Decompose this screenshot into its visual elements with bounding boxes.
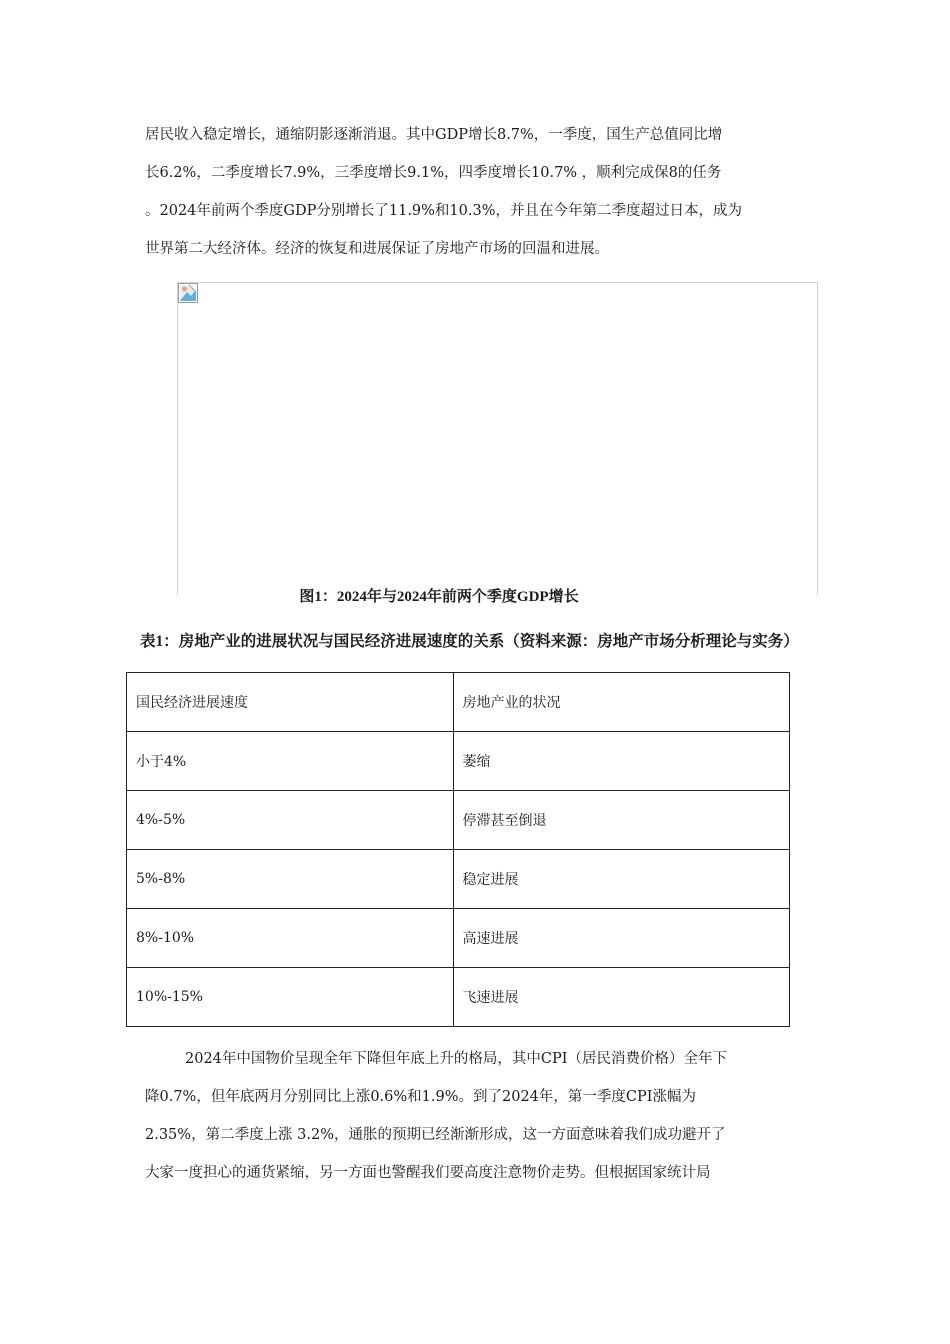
table-cell: 高速进展 bbox=[453, 909, 789, 968]
table-cell: 8%-10% bbox=[127, 909, 454, 968]
table-cell: 5%-8% bbox=[127, 850, 454, 909]
table-row bbox=[127, 791, 790, 850]
data-table bbox=[126, 672, 790, 1027]
text-line: 长6.2%，二季度增长7.9%，三季度增长9.1%，四季度增长10.7% ，顺利完成保8的任务 bbox=[145, 165, 722, 181]
table-cell: 小于4% bbox=[127, 732, 454, 791]
table-cell: 停滞甚至倒退 bbox=[453, 791, 789, 850]
table-row bbox=[127, 909, 790, 968]
table-row bbox=[127, 850, 790, 909]
text-line: 降0.7%，但年底两月分别同比上涨0.6%和1.9%。到了2024年，第一季度CPI涨幅为 bbox=[145, 1089, 696, 1105]
body-paragraph-cpi bbox=[145, 1040, 810, 1192]
figure-caption-text: 图1：2024年与2024年前两个季度GDP增长 bbox=[299, 589, 579, 605]
table-cell: 10%-15% bbox=[127, 968, 454, 1027]
table-cell: 飞速进展 bbox=[453, 968, 789, 1027]
text-line: 2024年中国物价呈现全年下降但年底上升的格局，其中CPI（居民消费价格）全年下 bbox=[185, 1051, 727, 1067]
table-cell: 萎缩 bbox=[453, 732, 789, 791]
table-header-row bbox=[127, 673, 790, 732]
table-row bbox=[127, 732, 790, 791]
table-caption: 表1：房地产业的进展状况与国民经济进展速度的关系（资料来源：房地产市场分析理论与实务） bbox=[140, 633, 799, 650]
text-line: 居民收入稳定增长，通缩阴影逐渐消退。其中GDP增长8.7%，一季度，国生产总值同比增 bbox=[145, 127, 723, 143]
table-cell: 4%-5% bbox=[127, 791, 454, 850]
figure-image-placeholder bbox=[177, 282, 818, 595]
text-line: 世界第二大经济体。经济的恢复和进展保证了房地产市场的回温和进展。 bbox=[145, 241, 609, 257]
table-cell: 国民经济进展速度 bbox=[127, 673, 454, 732]
text-line: 2.35%，第二季度上涨 3.2%，通胀的预期已经渐渐形成，这一方面意味着我们成功避开了 bbox=[145, 1127, 726, 1143]
text-line: 。2024年前两个季度GDP分别增长了11.9%和10.3%，并且在今年第二季度超过日本，成为 bbox=[145, 203, 742, 219]
broken-image-icon bbox=[178, 283, 198, 303]
figure-caption bbox=[0, 585, 950, 606]
table-cell: 稳定进展 bbox=[453, 850, 789, 909]
table-cell: 房地产业的状况 bbox=[453, 673, 789, 732]
table-row bbox=[127, 968, 790, 1027]
text-line: 大家一度担心的通货紧缩，另一方面也警醒我们要高度注意物价走势。但根据国家统计局 bbox=[145, 1165, 711, 1181]
body-paragraph-gdp bbox=[145, 116, 810, 268]
